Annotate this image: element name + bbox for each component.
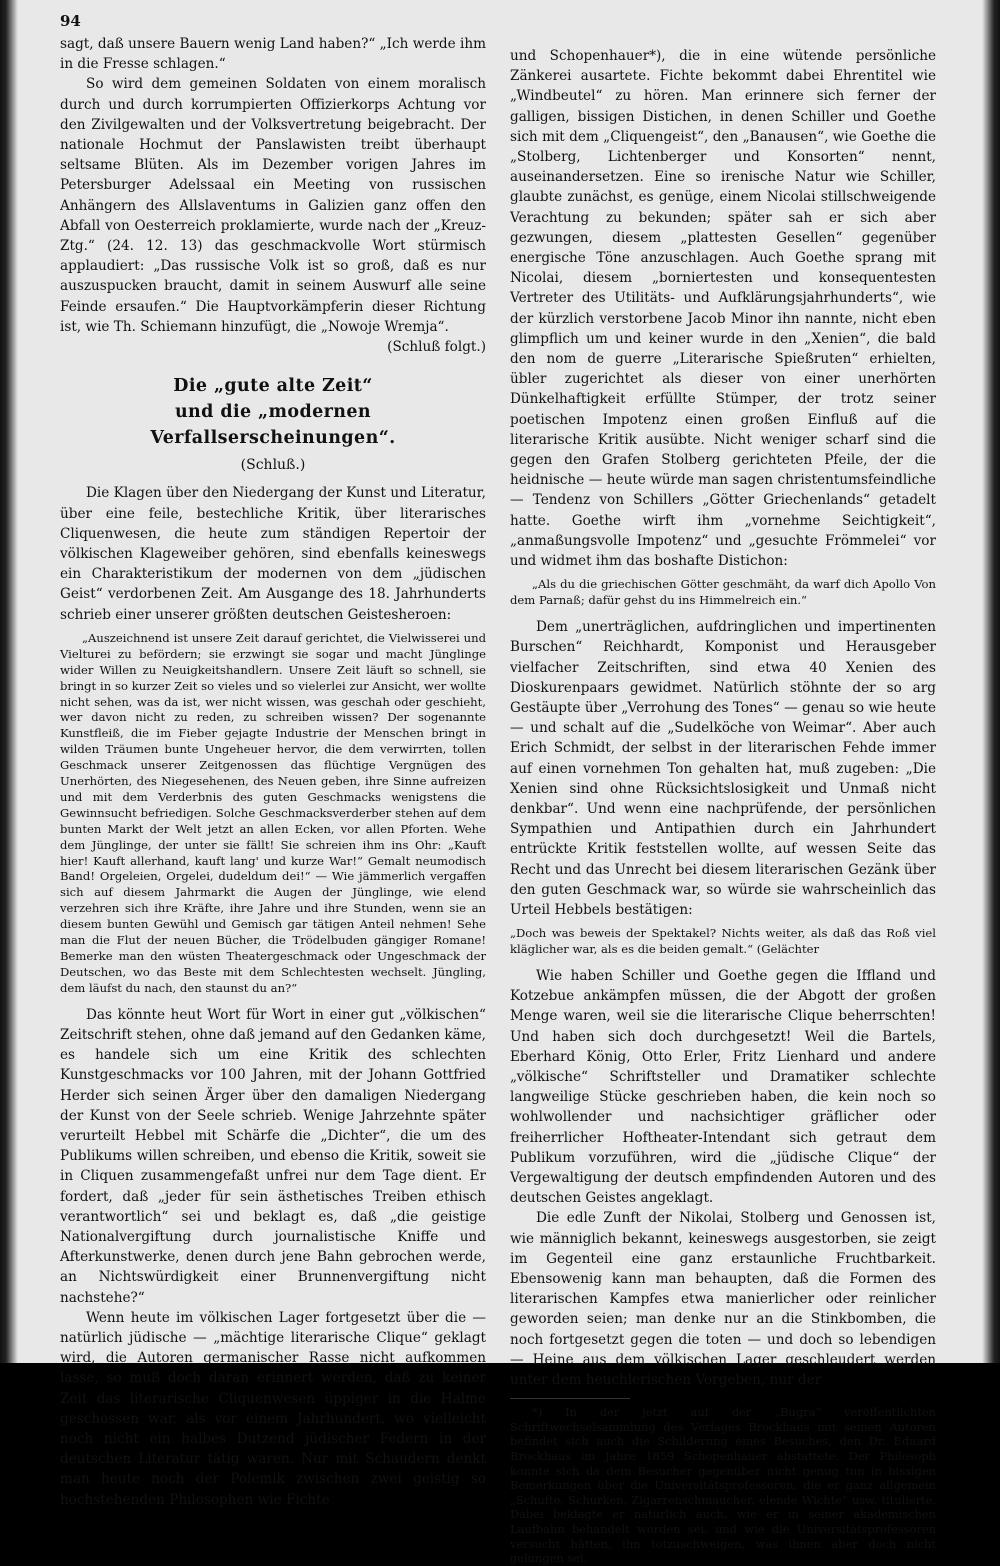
paragraph: Wie haben Schiller und Goethe gegen die Iffland und Kotzebue ankämpfen müssen, die der Abgott der großen Menge waren, weil sie die literarische Clique beherrschten! Und haben sich doch durchgesetzt! Weil die Bartels, Eberhard König, Otto Erler, Fritz Lienhard und andere „völkische“ Schriftsteller und Dramatiker schlechte langweilige Stücke geschrieben haben, die kein noch so wohlwollender und nachsichtiger gräflicher oder freiherrlicher Hoftheater-Intendant sich getraut dem Publikum vorzuführen, wird die „jüdische Clique“ der Vergewaltigung der deutsch empfindenden Autoren und des deutschen Geistes angeklagt. — [510, 967, 936, 1207]
quote-text: „Doch was beweis der Spektakel? Nichts weiter, als daß das Roß viel kläglicher war, als es die beiden gemalt.“ (Gelächter — [510, 926, 936, 957]
paragraph: Die edle Zunft der Nikolai, Stolberg und Genossen ist, wie männiglich bekannt, keineswegs ausgestorben, sie zeigt im Gegenteil eine ganz erstaunliche Fruchtbarkeit. Ebensowenig kann man behaupten, daß die Formen des literarischen Kampfes etwa manierlicher oder reinlicher geworden seien; man denke nur an die Stinkbomben, die noch fortgesetzt gegen die toten — und doch so lebendigen — Heine aus dem völkischen Lager geschleudert werden unter dem heuchlerischen Vorgeben, nur der — [510, 1210, 936, 1389]
footnote-divider — [510, 1398, 630, 1399]
paragraph: Das könnte heut Wort für Wort in einer gut „völkischen“ Zeitschrift stehen, ohne daß jemand auf den Gedanken käme, es handele sich um eine Kritik des schlechten Kunstgeschmacks vor 100 Jahren, mit der Johann Gottfried Herder sich seinen Ärger über den damaligen Niedergang der Kunst von der Seele schrieb. Wenige Jahrzehnte später verurteilt Hebbel mit Schärfe die „Dichter“, die um des Publikums willen schreiben, und ebenso die Kritik, soweit sie in Cliquen zusammengefaßt unfrei nur dem Tage dient. Er fordert, daß „jeder für sein ästhetisches Treiben ethisch verantwortlich“ sei und beklagt es, daß „die geistige Nationalvergiftung durch journalistische Kniffe und Afterkunstwerke, denen durch jene Bahn gebrochen werde, an Nichtswürdigkeit einer Brunnenvergiftung nicht nachstehe?“ — [60, 1006, 486, 1306]
paragraph: Dem „unerträglichen, aufdringlichen und impertinenten Burschen“ Reichhardt, Komponist und Herausgeber vielfacher Zeitschriften, sind etwa 40 Xenien des Dioskurenpaars gewidmet. Natürlich stöhnte der so arg Gestäupte über „Verrohung des Tones“ — genau so wie heute — und schalt auf die „Sudelköche von Weimar“. Aber auch Erich Schmidt, der selbst in der literarischen Fehde immer auf einen vornehmen Ton gehalten hat, muß zugeben: „Die Xenien sind ohne Rücksichtslosigkeit und Unmaß nicht denkbar“. Und wenn eine nachprüfende, der persönlichen Sympathien und Antipathien durch ein Jahrhundert entrückte Kritik feststellen wollte, auf wessen Seite das Recht und das Unrecht bei diesem literarischen Gezänk über den guten Geschmack war, so würde sie wahrscheinlich das Urteil Hebbels bestätigen: — [510, 619, 936, 918]
paragraph: Wenn heute im völkischen Lager fortgesetzt über die — natürlich jüdische — „mächtige literarische Clique“ geklagt wird, die Autoren germanischer Rasse nicht aufkommen lasse, so muß doch daran erinnert werden, daß zu keiner Zeit das literarische Cliquenwesen üppiger in die Halme geschossen war, als vor einem Jahrhundert, wo vielleicht noch nicht ein halbes Dutzend jüdischer Federn in der deutschen Literatur tätig waren. Nur mit Schaudern denkt man heute noch der Polemik zwischen zwei geistig so hochstehenden Philosophen wie Fichte — [60, 1309, 486, 1508]
right-column — [510, 46, 936, 1566]
left-column — [60, 34, 486, 1510]
article-subhead: (Schluß.) — [240, 457, 306, 474]
quote-text: „Als du die griechischen Götter geschmäht, da warf dich Apollo Von dem Parnaß; dafür gehst du ins Himmelreich ein.“ — [510, 577, 936, 608]
paragraph: So wird dem gemeinen Soldaten von einem moralisch durch und durch korrumpierten Offizierkorps Achtung vor den Zivilgewalten und der Volksvertretung beigebracht. Der nationale Hochmut der Panslawisten treibt überhaupt seltsame Blüten. Als im Dezember vorigen Jahres im Petersburger Adelssaal ein Meeting von russischen Anhängern des Allslaventums in Galizien ganz offen den Abfall von Oesterreich proklamierte, wurde nach der „Kreuz-Ztg.“ (24. 12. 13) das geschmackvolle Wort stürmisch applaudiert: „Das russische Volk ist so groß, daß es nur auszuspucken braucht, damit in seinem Auswurf alle seine Feinde ersaufen.“ Die Hauptvorkämpferin dieser Richtung ist, wie Th. Schiemann hinzufügt, die „Nowoje Wremja“. — [60, 76, 486, 335]
footnote — [510, 1405, 936, 1566]
paragraph: und Schopenhauer*), die in eine wütende persönliche Zänkerei ausartete. Fichte bekommt dabei Ehrentitel wie „Windbeutel“ zu hören. Man erinnere sich ferner der galligen, bissigen Distichen, in denen Schiller und Goethe sich mit dem „Cliquengeist“, den „Banausen“, wie Goethe die „Stolberg, Lichtenberger und Konsorten“ nennt, auseinandersetzen. Eine so irenische Natur wie Schiller, glaubte zunächst, es genüge, einem Nicolai stillschweigende Verachtung zu bekunden; später sah er sich aber gezwungen, diesem „plattesten Gesellen“ gegenüber energische Töne anzuschlagen. Auch Goethe sprang mit Nicolai, diesem „borniertesten und konsequentesten Vertreter des Utilitäts- und Aufklärungsjahrhunderts“, wie der kürzlich verstorbene Jacob Minor ihn nannte, nicht eben glimpflich um und keiner wurde in den „Xenien“, die bald den nom de guerre „Literarische Spießruten“ erhielten, übler zugerichtet als dieser von einer unerhörten Dünkelhaftigkeit erfüllte Stümper, der trotz seiner poetischen Impotenz einen großen Einfluß auf die literarische Kritik ausübte. Nicht weniger scharf sind die gegen den Grafen Stolberg gerichteten Pfeile, der die heidnische — heute würde man sagen christentumsfeindliche — Tendenz von Schillers „Götter Griechenlands“ getadelt hatte. Goethe wirft ihm „vornehme Seichtigkeit“, „anmaßungsvolle Impotenz“ und „gesuchte Frömmelei“ vor und widmet ihm das boshafte Distichon: — [510, 48, 936, 570]
page-number: 94 — [60, 12, 81, 30]
headline-line-1: Die „gute alte Zeit“ — [173, 376, 373, 397]
quote-text: „Auszeichnend ist unsere Zeit darauf gerichtet, die Vielwisserei und Vielturei zu befördern; sie erzwingt sie sogar und macht Jünglinge wider Willen zu Neuigkeitshandlern. Unsere Zeit läuft so schnell, sie bringt in so kurzer Zeit so vieles und so vielerlei zur Ansicht, wer wollte nicht sehen, was da ist, wer nicht wissen, was geschah oder geschieht, wer davon nicht zu reden, zu schreiben wissen? Der sogenannte Kunstfleiß, die im Fieber gejagte Industrie der Menschen bringt in wilden Träumen bunte Ungeheuer hervor, die dem verwirrten, tollen Geschmack unserer Zeitgenossen das flüchtige Vergnügen des Unerhörten, des Niegesehenen, des Neuen geben, ihre Sinne aufreizen und mit dem Verderbnis des guten Geschmacks wenigstens die Gewinnsucht befriedigen. Solche Geschmacksverderber stehen auf dem bunten Markt der Welt jetzt an allen Ecken, vor allen Pforten. Wehe dem Jünglinge, der unter sie fällt! Sie schreien ihm ins Ohr: „Kauft hier! Kauft allerhand, kauft lang' und kurze War!“ Gemalt neumodisch Band! Orgeleien, Orgelei, dudeldum dei!“ — Wie jämmerlich vergaffen sich auf diesem Jahrmarkt die Augen der Jünglinge, wie elend verzehren sich ihre Kräfte, ihre Jahre und ihre Stunden, wenn sie an diesem bunten Gewühl und Gemisch gar tätigen Anteil nehmen! Sehe man die Flut der neuen Bücher, die Trödelbuden gängiger Romane! Bemerke man den wüsten Theatergeschmack oder Ungeschmack der Deutschen, wo das Beste mit dem Schlechtesten wechselt. Jüngling, dem läufst du nach, den staunst du an?“ — [60, 630, 486, 995]
paragraph: sagt, daß unsere Bauern wenig Land haben?“ „Ich werde ihm in die Fresse schlagen.“ — [60, 36, 486, 73]
paragraph: Die Klagen über den Niedergang der Kunst und Literatur, über eine feile, bestechliche Kritik, über literarisches Cliquenwesen, die heute zum ständigen Repertoir der völkischen Klageweiber gehören, sind ebenfalls keineswegs ein Charakteristikum der modernen von dem „jüdischen Geist“ verdorbenen Zeit. Am Ausgange des 18. Jahrhunderts schrieb einer unserer größten deutschen Geistesheroen: — [60, 485, 486, 623]
block-quote — [60, 631, 486, 997]
continued-note: (Schluß folgt.) — [387, 339, 486, 356]
footnote-text: *) In der jetzt auf der „Bugra“ veröffentlichten Schriftwechselsammlung des Verlages Brockhaus mit seinen Autoren befindet sich auch die Schilderung eines Besuches, den Dr. Eduard Brockhaus im Jahre 1859 Schopenhauer abstattete. Der Philosoph konnte sich da dem Besucher gegenüber nicht genug tun in bissigen Bemerkungen über die Universitätsprofessoren, die er ganz allgemein „Schufte, Schurken, Zigarrenschmaucher, elende Wichte“ usw. titulierte. Dabei beklagte er natürlich auch, wie er in seiner akademischen Laufbahn behandelt worden sei, und wie die Universitätsprofessoren versucht hätten, ihn totzuschweigen, was ihnen aber doch nicht gelungen sei. — [510, 1405, 936, 1566]
distich-quote — [510, 577, 936, 609]
headline-line-2: und die „modernen Verfallserscheinungen“. — [150, 402, 396, 449]
article-headline — [60, 373, 486, 451]
hebbel-quote — [510, 926, 936, 958]
